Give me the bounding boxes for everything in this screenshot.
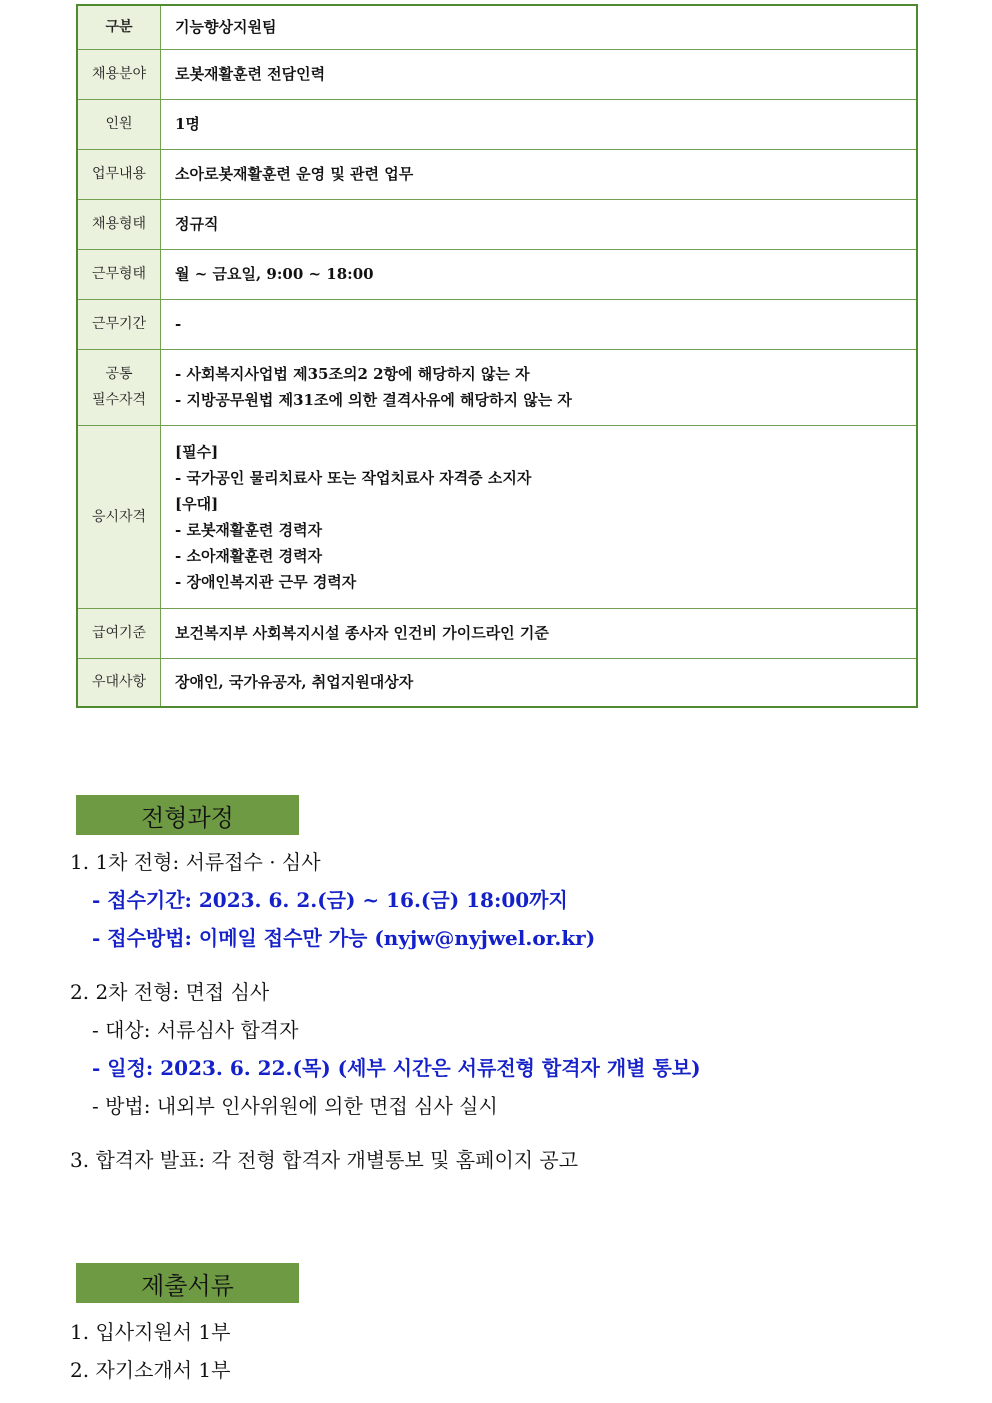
row-label bbox=[77, 149, 161, 199]
table-row bbox=[77, 249, 917, 299]
row-value bbox=[161, 299, 918, 349]
row-value bbox=[161, 49, 918, 99]
document-item-2: 2. 자기소개서 1부 bbox=[70, 1358, 231, 1382]
row-value-line: - 소아재활훈련 경력자 bbox=[175, 546, 323, 565]
row-value-line: [필수] bbox=[175, 442, 219, 461]
table-row bbox=[77, 658, 917, 707]
row-label-line: 필수자격 bbox=[91, 392, 147, 408]
row-value bbox=[161, 99, 918, 149]
row-value-line: - 국가공인 물리치료사 또는 작업치료사 자격증 소지자 bbox=[175, 468, 532, 487]
row-value-line: 보건복지부 사회복지시설 종사자 인건비 가이드라인 기준 bbox=[175, 624, 549, 642]
row-label bbox=[77, 49, 161, 99]
row-value-line: 소아로봇재활훈련 운영 및 관련 업무 bbox=[175, 165, 414, 183]
recruitment-info-table bbox=[76, 4, 918, 708]
row-value bbox=[161, 425, 918, 608]
row-label bbox=[77, 199, 161, 249]
table-row bbox=[77, 49, 917, 99]
row-label-line: 인원 bbox=[105, 116, 133, 132]
process-step-2-target: - 대상: 서류심사 합격자 bbox=[92, 1018, 299, 1042]
table-row bbox=[77, 608, 917, 658]
row-value-line: - 장애인복지관 근무 경력자 bbox=[175, 572, 357, 591]
table-row bbox=[77, 349, 917, 425]
row-value-line: - 사회복지사업법 제35조의2 2항에 해당하지 않는 자 bbox=[175, 365, 530, 383]
row-label bbox=[77, 299, 161, 349]
row-value bbox=[161, 149, 918, 199]
row-label-line: 채용분야 bbox=[91, 66, 147, 82]
process-list bbox=[70, 843, 950, 1179]
process-section-title: 전형과정 bbox=[76, 795, 299, 835]
process-step-2-date: - 일정: 2023. 6. 22.(목) (세부 시간은 서류전형 합격자 개별 통보) bbox=[92, 1056, 701, 1080]
process-step-1: 1. 1차 전형: 서류접수 · 심사 bbox=[70, 850, 321, 874]
row-value-line: [우대] bbox=[175, 494, 219, 513]
table-row bbox=[77, 299, 917, 349]
row-label bbox=[77, 658, 161, 707]
table-row bbox=[77, 99, 917, 149]
row-label-line: 근무기간 bbox=[91, 316, 147, 332]
row-label-line: 응시자격 bbox=[91, 508, 147, 525]
row-label bbox=[77, 5, 161, 49]
table-row bbox=[77, 5, 917, 49]
row-label bbox=[77, 425, 161, 608]
table-row bbox=[77, 149, 917, 199]
table-row bbox=[77, 425, 917, 608]
row-value-line: - 로봇재활훈련 경력자 bbox=[175, 520, 323, 539]
documents-list bbox=[70, 1313, 950, 1389]
row-value bbox=[161, 349, 918, 425]
row-value-line: - bbox=[175, 315, 182, 333]
row-label bbox=[77, 99, 161, 149]
process-step-2: 2. 2차 전형: 면접 심사 bbox=[70, 980, 270, 1004]
table-row bbox=[77, 199, 917, 249]
row-value-line: - 지방공무원법 제31조에 의한 결격사유에 해당하지 않는 자 bbox=[175, 391, 572, 409]
documents-section-title: 제출서류 bbox=[76, 1263, 299, 1303]
row-label-line: 공통 bbox=[105, 366, 133, 382]
process-step-3: 3. 합격자 발표: 각 전형 합격자 개별통보 및 홈페이지 공고 bbox=[70, 1148, 579, 1172]
row-label-line: 우대사항 bbox=[91, 674, 147, 691]
row-label-line: 채용형태 bbox=[91, 216, 147, 232]
row-value-line: 로봇재활훈련 전담인력 bbox=[175, 65, 326, 83]
row-label bbox=[77, 349, 161, 425]
row-value bbox=[161, 5, 918, 49]
row-value-line: 월 ~ 금요일, 9:00 ~ 18:00 bbox=[175, 265, 374, 283]
row-label-line: 급여기준 bbox=[91, 625, 147, 641]
row-label-line: 업무내용 bbox=[91, 166, 147, 182]
row-value-line: 장애인, 국가유공자, 취업지원대상자 bbox=[175, 673, 414, 692]
row-value bbox=[161, 199, 918, 249]
process-step-1-period: - 접수기간: 2023. 6. 2.(금) ~ 16.(금) 18:00까지 bbox=[92, 888, 568, 912]
row-value bbox=[161, 658, 918, 707]
document-item-1: 1. 입사지원서 1부 bbox=[70, 1320, 231, 1344]
row-value bbox=[161, 249, 918, 299]
row-label bbox=[77, 608, 161, 658]
row-value-line: 기능향상지원팀 bbox=[175, 18, 277, 37]
row-label-line: 구분 bbox=[105, 19, 133, 36]
row-label bbox=[77, 249, 161, 299]
process-step-1-method: - 접수방법: 이메일 접수만 가능 (nyjw@nyjwel.or.kr) bbox=[92, 926, 596, 950]
row-value bbox=[161, 608, 918, 658]
row-label-line: 근무형태 bbox=[91, 266, 147, 282]
row-value-line: 정규직 bbox=[175, 215, 219, 233]
row-value-line: 1명 bbox=[175, 115, 200, 133]
process-step-2-method: - 방법: 내외부 인사위원에 의한 면접 심사 실시 bbox=[92, 1094, 498, 1118]
